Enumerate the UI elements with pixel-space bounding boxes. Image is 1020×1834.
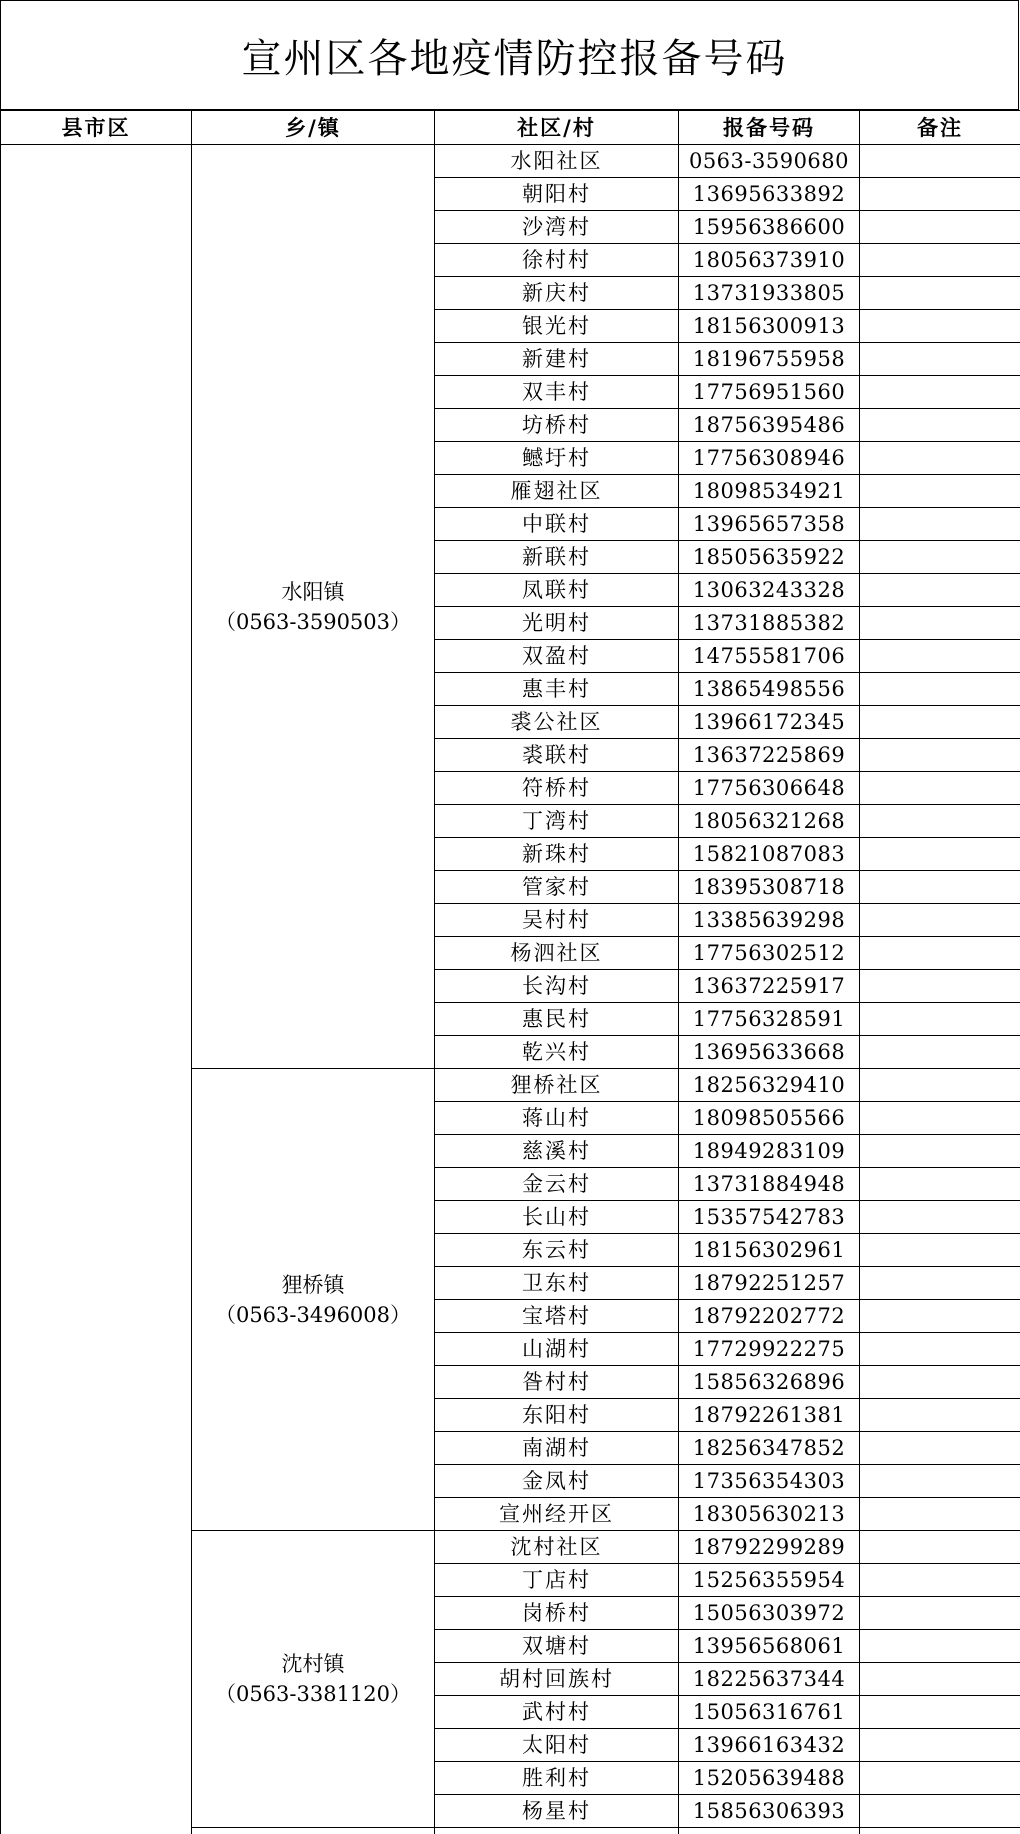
village-name: 宝塔村 [435,1300,679,1333]
village-note [860,871,1020,904]
village-note [860,706,1020,739]
village-note [860,1036,1020,1069]
village-note [860,244,1020,277]
village-note [860,904,1020,937]
village-phone: 13966172345 [679,706,860,739]
village-phone: 15956386600 [679,211,860,244]
village-note [860,739,1020,772]
village-note [860,1366,1020,1399]
partial-cell [860,1828,1020,1834]
village-phone: 18305630213 [679,1498,860,1531]
village-name: 雁翅社区 [435,475,679,508]
village-note [860,442,1020,475]
village-note [860,1729,1020,1762]
village-note [860,178,1020,211]
village-note [860,1399,1020,1432]
village-note [860,1201,1020,1234]
village-phone: 13695633892 [679,178,860,211]
header-village: 社区/村 [435,111,679,145]
village-note [860,1564,1020,1597]
table-row [1,145,1020,178]
village-phone: 13956568061 [679,1630,860,1663]
village-phone: 18098505566 [679,1102,860,1135]
village-name: 中联村 [435,508,679,541]
village-note [860,1102,1020,1135]
village-note [860,640,1020,673]
village-name: 长山村 [435,1201,679,1234]
village-name: 管家村 [435,871,679,904]
town-name: 狸桥镇 [192,1270,434,1300]
village-name: 符桥村 [435,772,679,805]
village-phone: 15856326896 [679,1366,860,1399]
village-note [860,1333,1020,1366]
village-note [860,1696,1020,1729]
village-phone: 18792251257 [679,1267,860,1300]
village-note [860,574,1020,607]
village-phone: 17756308946 [679,442,860,475]
village-note [860,145,1020,178]
village-note [860,1069,1020,1102]
village-phone: 13695633668 [679,1036,860,1069]
village-phone: 18256347852 [679,1432,860,1465]
village-name: 卫东村 [435,1267,679,1300]
town-cell [192,145,435,1069]
village-phone: 15205639488 [679,1762,860,1795]
village-phone: 18792202772 [679,1300,860,1333]
village-name: 沈村社区 [435,1531,679,1564]
village-note [860,1795,1020,1828]
village-note [860,1663,1020,1696]
village-note [860,475,1020,508]
header-note: 备注 [860,111,1020,145]
village-note [860,1465,1020,1498]
village-name: 慈溪村 [435,1135,679,1168]
village-name: 丁店村 [435,1564,679,1597]
village-name: 杨泗社区 [435,937,679,970]
village-name: 新联村 [435,541,679,574]
village-name: 光明村 [435,607,679,640]
village-phone: 15357542783 [679,1201,860,1234]
village-note [860,772,1020,805]
village-name: 东云村 [435,1234,679,1267]
village-phone: 15821087083 [679,838,860,871]
village-note [860,937,1020,970]
village-phone: 18156300913 [679,310,860,343]
village-name: 新庆村 [435,277,679,310]
village-note [860,277,1020,310]
header-county: 县市区 [1,111,192,145]
village-note [860,1168,1020,1201]
village-name: 惠民村 [435,1003,679,1036]
partial-cell [192,1828,435,1834]
village-note [860,1498,1020,1531]
header-phone: 报备号码 [679,111,860,145]
village-name: 银光村 [435,310,679,343]
phone-table [0,110,1020,1834]
village-phone: 18098534921 [679,475,860,508]
village-note [860,1234,1020,1267]
village-name: 丁湾村 [435,805,679,838]
village-phone: 18792299289 [679,1531,860,1564]
table-body [1,145,1020,1834]
town-cell [192,1069,435,1531]
village-name: 金凤村 [435,1465,679,1498]
village-phone: 13731933805 [679,277,860,310]
village-name: 沙湾村 [435,211,679,244]
village-note [860,211,1020,244]
village-note [860,1762,1020,1795]
town-phone: （0563-3590503） [192,607,434,637]
village-note [860,409,1020,442]
village-name: 昝村村 [435,1366,679,1399]
village-note [860,376,1020,409]
village-note [860,970,1020,1003]
village-phone: 18156302961 [679,1234,860,1267]
village-name: 双丰村 [435,376,679,409]
village-note [860,673,1020,706]
village-name: 长沟村 [435,970,679,1003]
village-name: 南湖村 [435,1432,679,1465]
village-phone: 18756395486 [679,409,860,442]
village-phone: 13965657358 [679,508,860,541]
village-phone: 18792261381 [679,1399,860,1432]
village-phone: 13637225917 [679,970,860,1003]
village-note [860,1597,1020,1630]
village-note [860,838,1020,871]
village-name: 胜利村 [435,1762,679,1795]
village-phone: 18225637344 [679,1663,860,1696]
village-name: 双盈村 [435,640,679,673]
village-phone: 13731885382 [679,607,860,640]
village-note [860,343,1020,376]
village-name: 蒋山村 [435,1102,679,1135]
village-phone: 17356354303 [679,1465,860,1498]
village-phone: 18056321268 [679,805,860,838]
village-name: 朝阳村 [435,178,679,211]
village-note [860,1630,1020,1663]
partial-cell [679,1828,860,1834]
village-name: 裘公社区 [435,706,679,739]
village-phone: 13637225869 [679,739,860,772]
village-name: 坊桥村 [435,409,679,442]
village-phone: 18196755958 [679,343,860,376]
town-name: 水阳镇 [192,577,434,607]
village-note [860,541,1020,574]
village-note [860,1432,1020,1465]
village-phone: 13385639298 [679,904,860,937]
village-name: 胡村回族村 [435,1663,679,1696]
village-phone: 18256329410 [679,1069,860,1102]
village-name: 鳡圩村 [435,442,679,475]
village-note [860,607,1020,640]
village-name: 武村村 [435,1696,679,1729]
village-phone: 15256355954 [679,1564,860,1597]
village-name: 凤联村 [435,574,679,607]
village-phone: 18505635922 [679,541,860,574]
village-phone: 18056373910 [679,244,860,277]
village-name: 新珠村 [435,838,679,871]
village-name: 山湖村 [435,1333,679,1366]
village-name: 东阳村 [435,1399,679,1432]
village-phone: 17756302512 [679,937,860,970]
village-name: 金云村 [435,1168,679,1201]
village-name: 双塘村 [435,1630,679,1663]
village-name: 惠丰村 [435,673,679,706]
village-phone: 18395308718 [679,871,860,904]
village-note [860,805,1020,838]
town-cell [192,1531,435,1828]
village-name: 宣州经开区 [435,1498,679,1531]
header-row [1,111,1020,145]
village-note [860,508,1020,541]
county-cell [1,145,192,1834]
village-name: 杨星村 [435,1795,679,1828]
village-name: 乾兴村 [435,1036,679,1069]
village-name: 新建村 [435,343,679,376]
village-phone: 0563-3590680 [679,145,860,178]
village-phone: 13966163432 [679,1729,860,1762]
village-note [860,1003,1020,1036]
title-box [0,0,1019,110]
village-note [860,1531,1020,1564]
village-phone: 17756306648 [679,772,860,805]
village-phone: 13731884948 [679,1168,860,1201]
village-phone: 13063243328 [679,574,860,607]
village-phone: 13865498556 [679,673,860,706]
partial-cell [435,1828,679,1834]
village-phone: 17756328591 [679,1003,860,1036]
village-name: 岗桥村 [435,1597,679,1630]
village-phone: 18949283109 [679,1135,860,1168]
village-phone: 15056316761 [679,1696,860,1729]
village-name: 徐村村 [435,244,679,277]
village-note [860,1300,1020,1333]
village-phone: 15056303972 [679,1597,860,1630]
village-name: 吴村村 [435,904,679,937]
header-town: 乡/镇 [192,111,435,145]
town-name: 沈村镇 [192,1649,434,1679]
village-name: 狸桥社区 [435,1069,679,1102]
village-note [860,1267,1020,1300]
village-phone: 14755581706 [679,640,860,673]
village-name: 太阳村 [435,1729,679,1762]
town-phone: （0563-3496008） [192,1300,434,1330]
town-phone: （0563-3381120） [192,1679,434,1709]
village-phone: 15856306393 [679,1795,860,1828]
village-phone: 17756951560 [679,376,860,409]
village-note [860,310,1020,343]
village-name: 裘联村 [435,739,679,772]
village-phone: 17729922275 [679,1333,860,1366]
village-note [860,1135,1020,1168]
page-title: 宣州区各地疫情防控报备号码 [232,27,788,84]
village-name: 水阳社区 [435,145,679,178]
